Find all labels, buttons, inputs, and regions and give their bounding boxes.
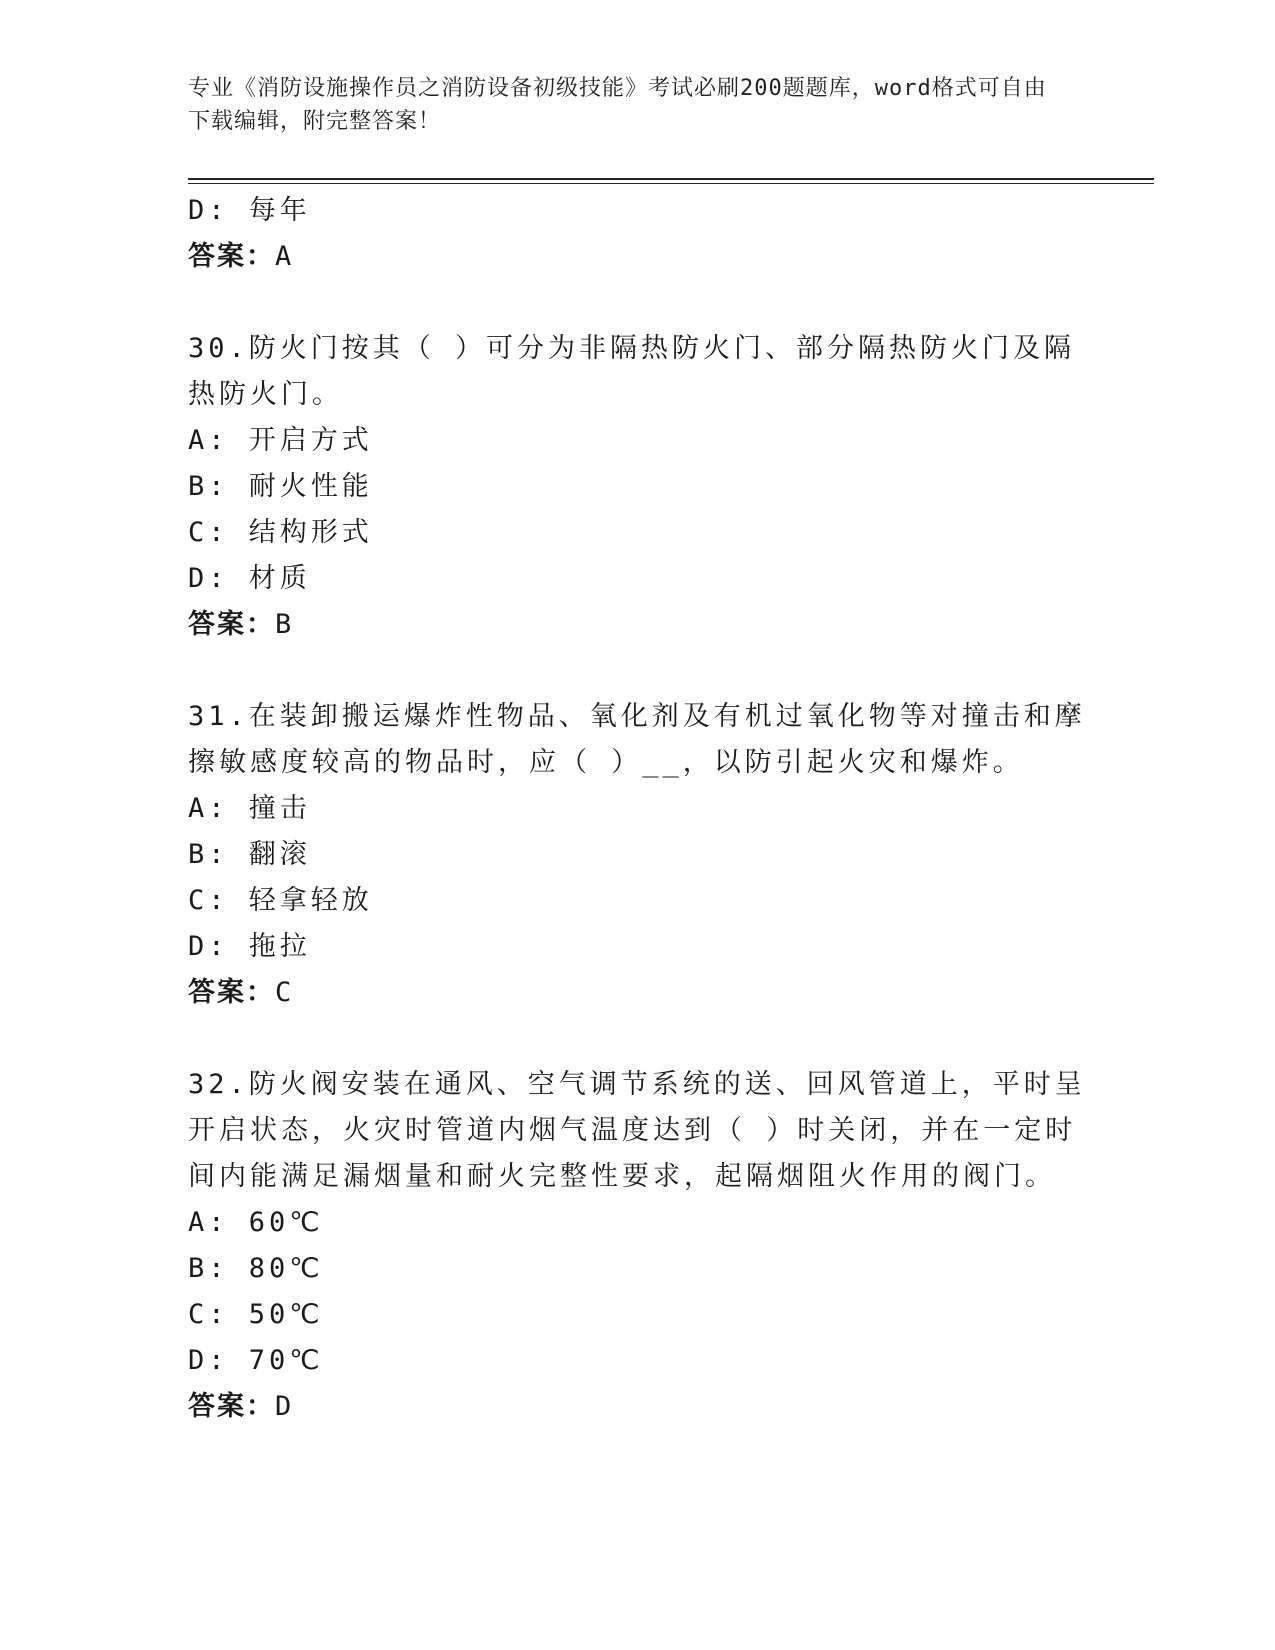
answer-line (188, 602, 1088, 648)
question-32 (188, 1062, 1088, 1430)
answer-label: 答案： (188, 241, 275, 272)
option-b: B: 翻滚 (188, 839, 311, 870)
answer-line (188, 1384, 1088, 1430)
option-c: C: 轻拿轻放 (188, 885, 373, 916)
question-list (188, 188, 1088, 1430)
answer-value: C (275, 977, 294, 1008)
answer-line (188, 970, 1088, 1016)
option-d: D: 材质 (188, 563, 311, 594)
answer-value: A (275, 241, 294, 272)
question-31 (188, 694, 1088, 1016)
question-stem: 31.在装卸搬运爆炸性物品、氧化剂及有机过氧化物等对撞击和摩擦敏感度较高的物品时，应（ ）__，以防引起火灾和爆炸。 (188, 701, 1086, 778)
option-b: B: 80℃ (188, 1253, 324, 1284)
answer-line (188, 234, 1088, 280)
answer-value: B (275, 609, 294, 640)
page-header: 专业《消防设施操作员之消防设备初级技能》考试必刷200题题库，word格式可自由下载编辑，附完整答案！ (188, 76, 1047, 134)
option-d: D: 70℃ (188, 1345, 324, 1376)
question-stem: 30.防火门按其（ ）可分为非隔热防火门、部分隔热防火门及隔热防火门。 (188, 333, 1076, 410)
answer-label: 答案： (188, 977, 275, 1008)
option-b: B: 耐火性能 (188, 471, 373, 502)
option-a: A: 撞击 (188, 793, 311, 824)
option-d: D: 拖拉 (188, 931, 311, 962)
option-d: D: 每年 (188, 195, 311, 226)
question-30 (188, 326, 1088, 648)
header-divider-thick (188, 178, 1154, 180)
header-divider-thin (188, 183, 1154, 184)
answer-value: D (275, 1391, 294, 1422)
option-a: A: 开启方式 (188, 425, 373, 456)
answer-label: 答案： (188, 1391, 275, 1422)
previous-question-tail (188, 188, 1088, 280)
answer-label: 答案： (188, 609, 275, 640)
option-c: C: 结构形式 (188, 517, 373, 548)
question-stem: 32.防火阀安装在通风、空气调节系统的送、回风管道上，平时呈开启状态，火灾时管道内烟气温度达到（ ）时关闭，并在一定时间内能满足漏烟量和耐火完整性要求，起隔烟阻火作用的阀门。 (188, 1069, 1086, 1192)
option-a: A: 60℃ (188, 1207, 324, 1238)
option-c: C: 50℃ (188, 1299, 324, 1330)
